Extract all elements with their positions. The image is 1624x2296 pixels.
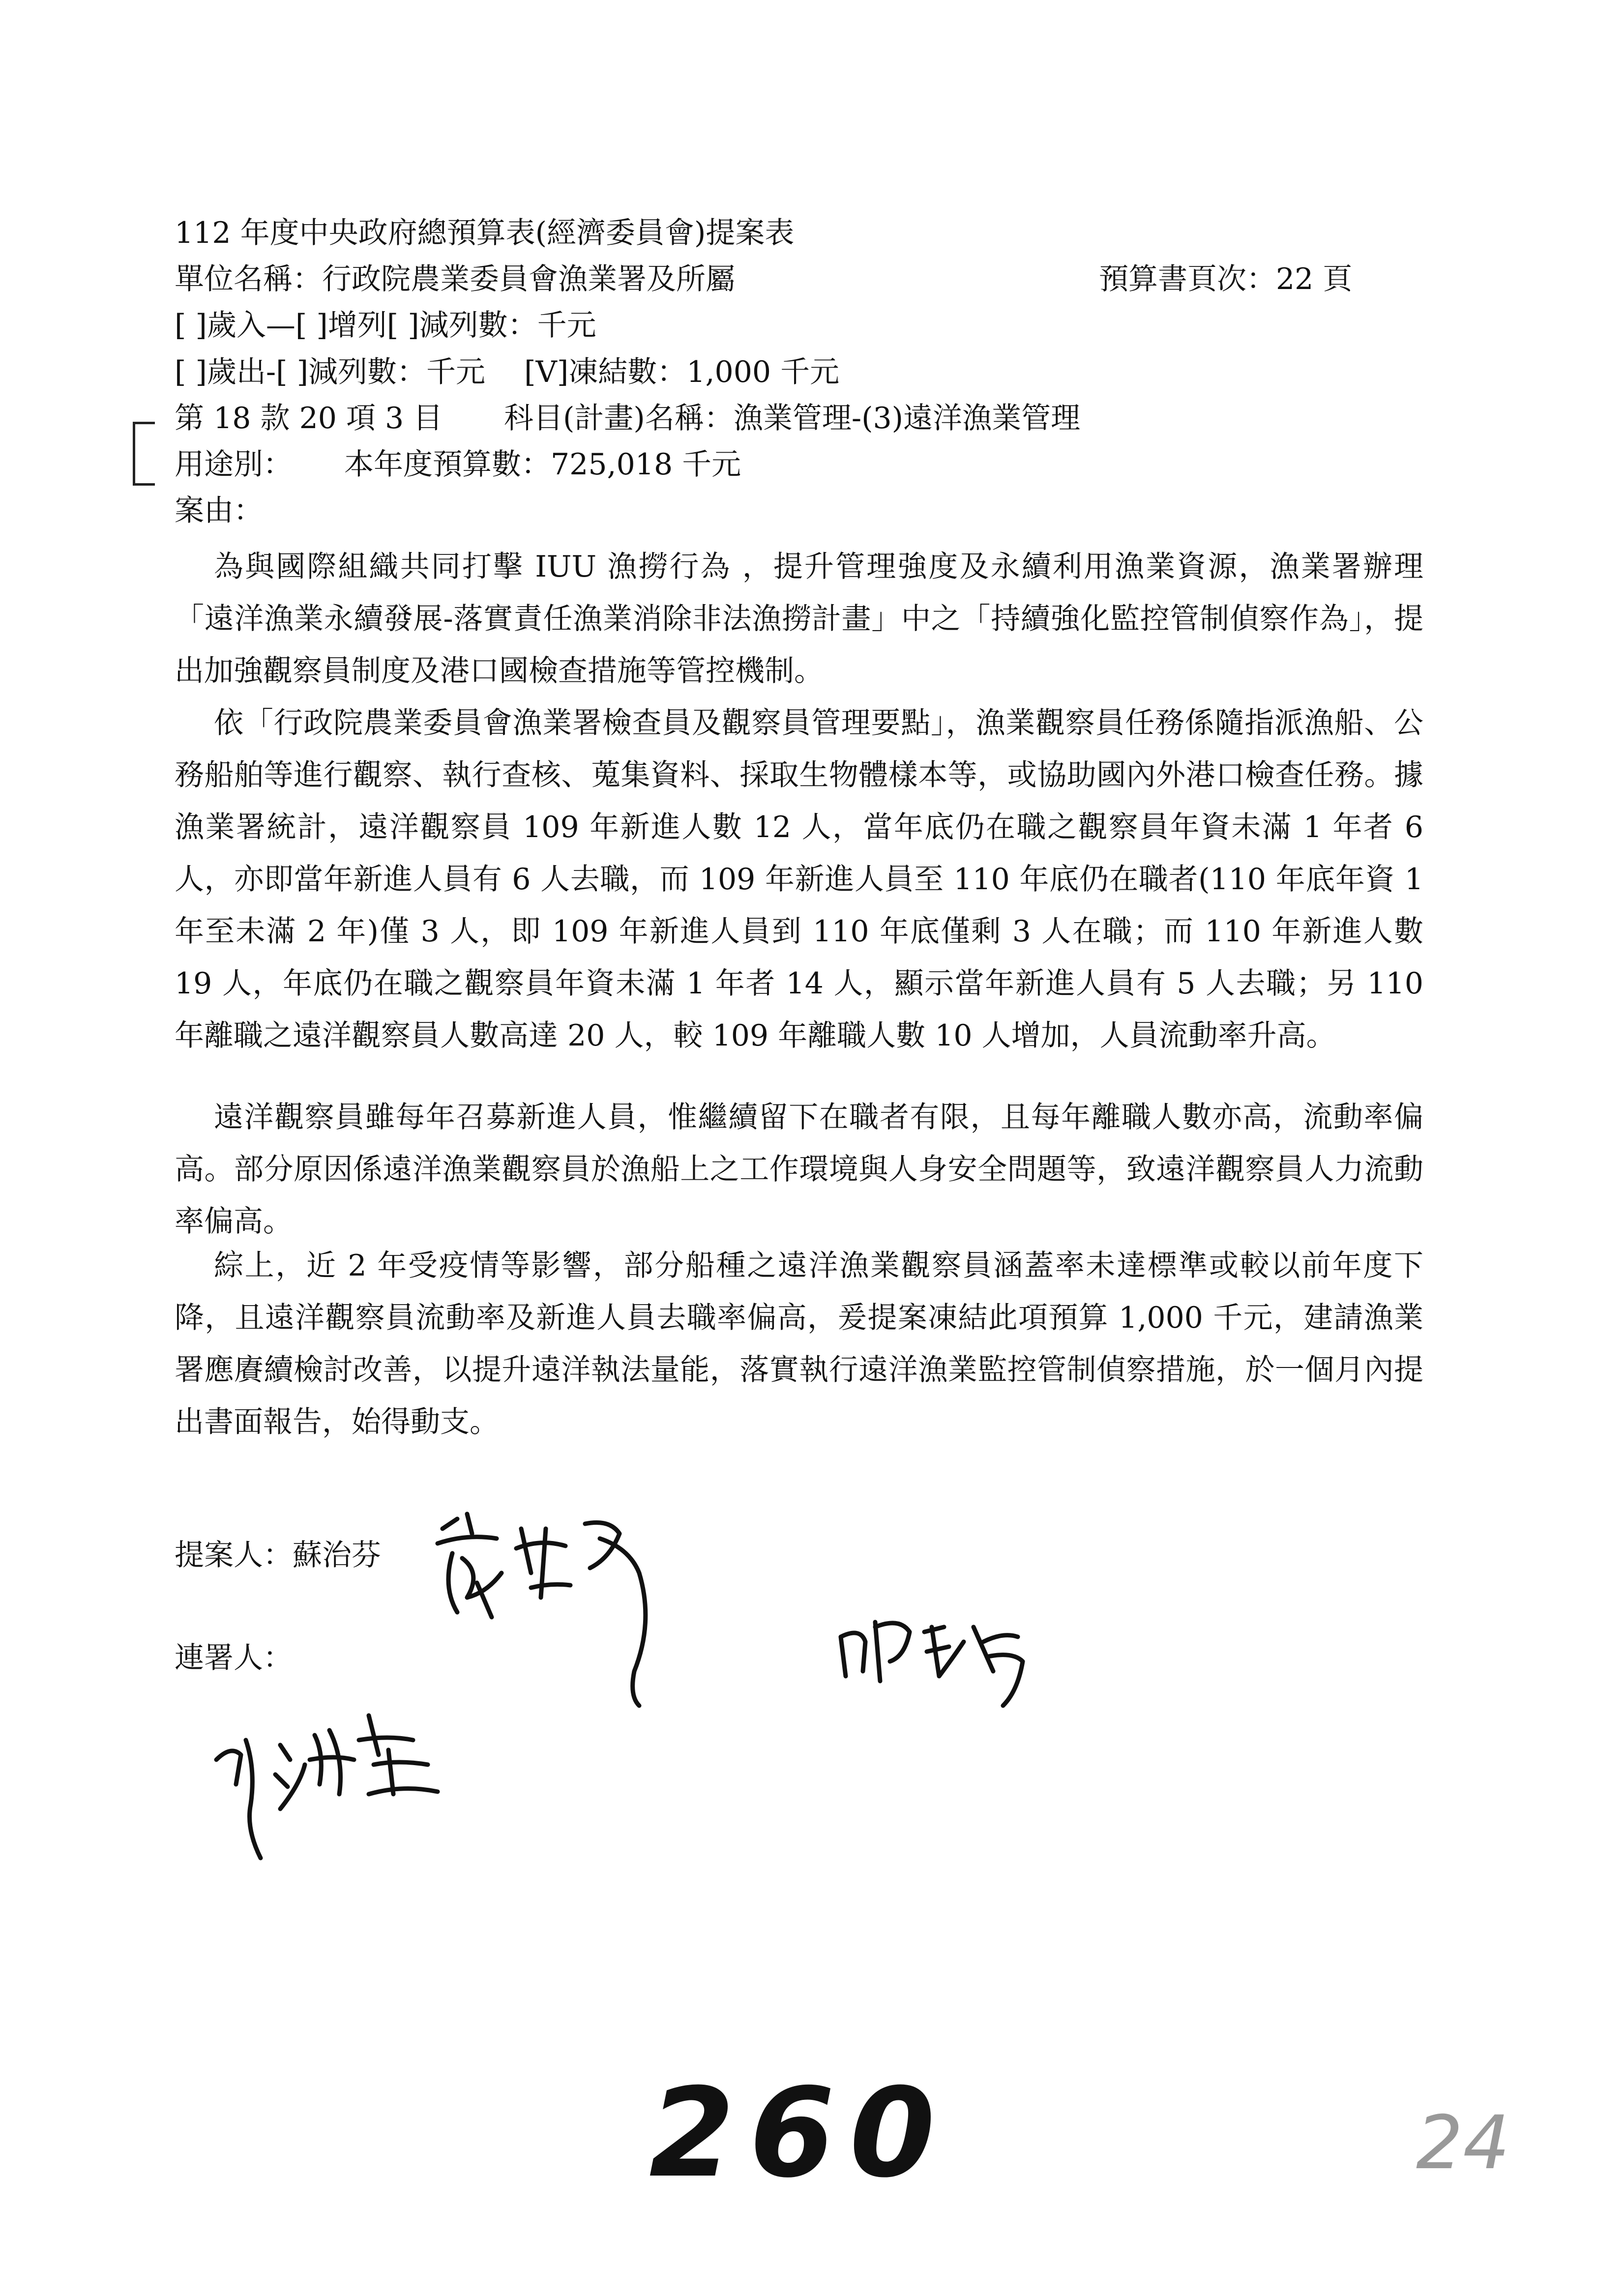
expense-line: [ ]歲出-[ ]減列數：千元 [V]凍結數：1,000 千元: [175, 355, 840, 389]
cosigner-label: 連署人：: [175, 1641, 293, 1675]
budget-page-ref: 預算書頁次：22 頁: [1099, 262, 1353, 296]
reason-paragraph-2: 依「行政院農業委員會漁業署檢查員及觀察員管理要點」，漁業觀察員任務係隨指派漁船、公務船舶等進行觀察、執行查核、蒐集資料、採取生物體樣本等，或協助國內外港口檢查任務。據漁業署統計，遠洋觀察員 109 年新進人數 12 人，當年底仍在職之觀察員年資未滿 1 年者 6 人，亦即當年新進人員有 6 人去職，而 109 年新進人員至 110 年底仍在職者(110 年底年資 1 年至未滿 2 年)僅 3 人，即 109 年新進人員到 110 年底僅剩 3 人在職；而 110 年新進人數 19 人，年底仍在職之觀察員年資未滿 1 年者 14 人，顯示當年新進人員有 5 人去職；另 110 年離職之遠洋觀察員人數高達 20 人，較 109 年離職人數 10 人增加，人員流動率升高。: [175, 706, 1423, 1053]
purpose-label: 用途別：: [175, 447, 293, 482]
folio-number: 24: [1416, 2100, 1510, 2186]
reason-label: 案由：: [175, 494, 263, 528]
page-number: 260: [649, 2062, 950, 2205]
cosigner-signature-2: [207, 1686, 482, 1873]
item-code: 第 18 款 20 項 3 目: [175, 401, 443, 436]
reason-paragraph-4: 綜上，近 2 年受疫情等影響，部分船種之遠洋漁業觀察員涵蓋率未達標準或較以前年度下降，且遠洋觀察員流動率及新進人員去職率偏高，爰提案凍結此項預算 1,000 千元，建請漁業署應賡續檢討改善，以提升遠洋執法量能，落實執行遠洋漁業監控管制偵察措施，於一個月內提出書面報告，始得動支。: [175, 1249, 1423, 1439]
revenue-line: [ ]歲入—[ ]增列[ ]減列數：千元: [175, 308, 596, 343]
budget-amount: 本年度預算數：725,018 千元: [344, 447, 741, 482]
unit-name: 單位名稱：行政院農業委員會漁業署及所屬: [175, 262, 735, 296]
proposal-title: 112 年度中央政府總預算表(經濟委員會)提案表: [175, 216, 795, 250]
proposer-label: 提案人：蘇治芬: [175, 1538, 381, 1572]
item-bracket: [133, 422, 155, 486]
reason-paragraph-1: 為與國際組織共同打擊 IUU 漁撈行為 ，提升管理強度及永續利用漁業資源，漁業署辦理「遠洋漁業永續發展-落實責任漁業消除非法漁撈計畫」中之「持續強化監控管制偵察作為」，提出加強觀察員制度及港口國檢查措施等管控機制。: [175, 550, 1423, 688]
reason-paragraph-3: 遠洋觀察員雖每年召募新進人員，惟繼續留下在職者有限，且每年離職人數亦高，流動率偏高。部分原因係遠洋漁業觀察員於漁船上之工作環境與人身安全問題等，致遠洋觀察員人力流動率偏高。: [175, 1100, 1423, 1239]
item-name: 科目(計畫)名稱：漁業管理-(3)遠洋漁業管理: [504, 401, 1081, 436]
cosigner-signature-1: [826, 1598, 1062, 1720]
